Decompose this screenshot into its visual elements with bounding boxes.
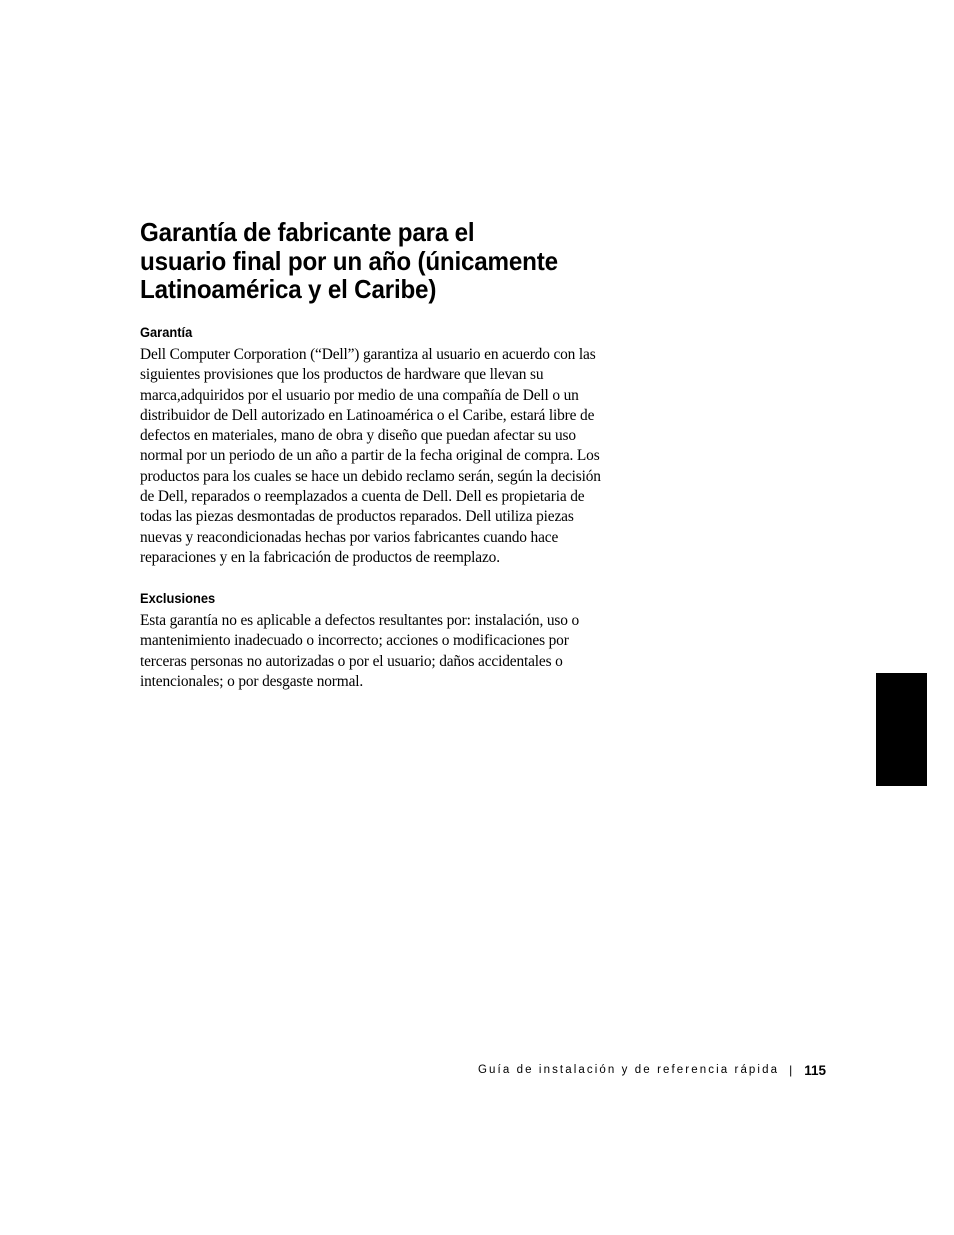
section-heading-garantia: Garantía	[140, 324, 193, 340]
chapter-tab-marker	[876, 673, 927, 786]
footer-guide-title: Guía de instalación y de referencia rápida	[478, 1064, 780, 1076]
text-line: de Dell, reparados o reemplazados a cuenta de Dell. Dell es propietaria de	[140, 488, 585, 506]
text-line: terceras personas no autorizadas o por el usuario; daños accidentales o	[140, 652, 563, 670]
text-line: marca,adquiridos por el usuario por medio de una compañía de Dell o un	[140, 386, 579, 404]
text-line: nuevas y reacondicionadas hechas por varios fabricantes cuando hace	[140, 528, 559, 546]
page-footer	[478, 1060, 826, 1080]
title-line: Garantía de fabricante para el	[140, 217, 475, 247]
text-line: todas las piezas desmontadas de productos reparados. Dell utiliza piezas	[140, 508, 574, 526]
text-line: siguientes provisiones que los productos de hardware que llevan su	[140, 366, 544, 384]
page-number: 115	[804, 1062, 826, 1078]
paragraph-garantia	[140, 345, 640, 568]
title-line: Latinoamérica y el Caribe)	[140, 274, 437, 304]
text-line: reparaciones y en la fabricación de productos de reemplazo.	[140, 548, 500, 566]
page-title	[140, 218, 624, 304]
text-line: productos para los cuales se hace un debido reclamo serán, según la decisión	[140, 467, 601, 485]
text-line: Dell Computer Corporation (“Dell”) garantiza al usuario en acuerdo con las	[140, 346, 596, 363]
text-line: defectos en materiales, mano de obra y diseño que puedan afectar su uso	[140, 427, 576, 445]
section-heading-exclusiones: Exclusiones	[140, 590, 216, 606]
title-line: usuario final por un año (únicamente	[140, 245, 558, 276]
text-line: Esta garantía no es aplicable a defectos resultantes por: instalación, uso o	[140, 612, 580, 629]
footer-separator: |	[789, 1063, 793, 1077]
text-line: intencionales; o por desgaste normal.	[140, 672, 364, 690]
text-line: distribuidor de Dell autorizado en Latinoamérica o el Caribe, estará libre de	[140, 406, 595, 424]
paragraph-exclusiones	[140, 611, 640, 692]
text-line: mantenimiento inadecuado o incorrecto; acciones o modificaciones por	[140, 632, 569, 650]
text-line: normal por un periodo de un año a partir de la fecha original de compra. Los	[140, 447, 600, 465]
